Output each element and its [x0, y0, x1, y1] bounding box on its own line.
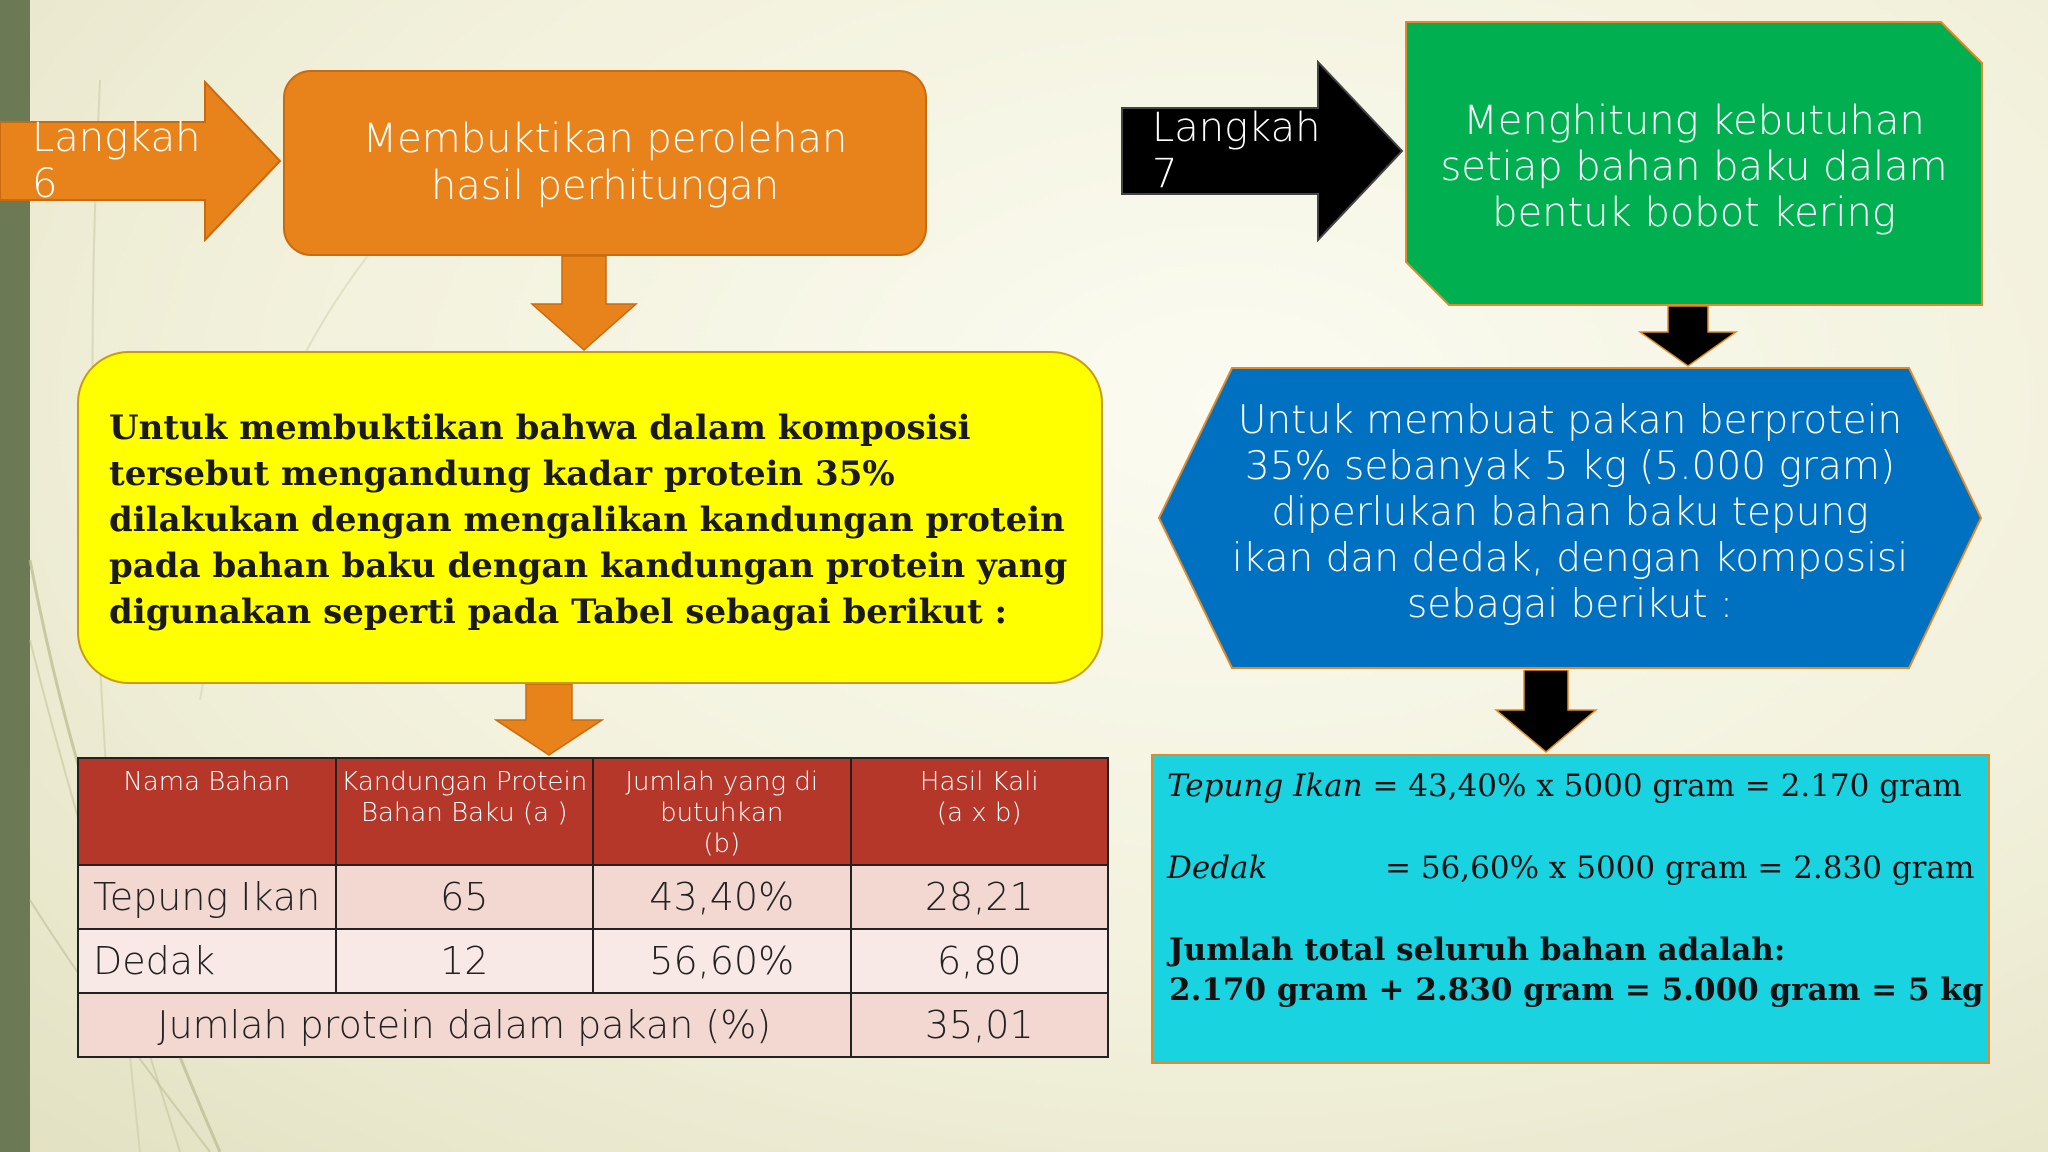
header-jumlah: Jumlah yang di butuhkan (b) — [593, 758, 851, 865]
row-product: 28,21 — [851, 865, 1109, 929]
step6-description: Untuk membuktikan bahwa dalam komposisi tersebut mengandung kadar protein 35% dilakukan dengan mengalikan kandungan protein pada bahan baku dengan kandungan protein yang digunakan seperti pada Tabel sebagai berikut : — [109, 408, 1068, 632]
protein-table — [77, 757, 1109, 1058]
header-kandungan-protein: Kandungan Protein Bahan Baku (a ) — [336, 758, 594, 865]
row-amount: 56,60% — [593, 929, 851, 993]
step7-title: Menghitung kebutuhan setiap bahan baku dalam bentuk bobot kering — [1440, 98, 1948, 236]
step6-description-box — [77, 351, 1103, 684]
step6-label: Langkah 6 — [32, 115, 201, 207]
total-value: 35,01 — [851, 993, 1109, 1057]
row-product: 6,80 — [851, 929, 1109, 993]
tepung-equation — [1167, 768, 1962, 804]
down-arrow-black-2 — [1494, 670, 1598, 754]
step7-calculation-box — [1151, 754, 1990, 1064]
header-nama-bahan: Nama Bahan — [78, 758, 336, 865]
dedak-label: Dedak — [1167, 850, 1268, 886]
row-protein: 12 — [336, 929, 594, 993]
table-header-row — [78, 758, 1108, 865]
tepung-expression: = 43,40% x 5000 gram = 2.170 gram — [1372, 768, 1962, 804]
total-expression: 2.170 gram + 2.830 gram = 5.000 gram = 5 kg — [1169, 972, 1984, 1008]
dedak-equation-label — [1167, 850, 1267, 886]
down-arrow-orange-2 — [494, 684, 604, 756]
row-protein: 65 — [336, 865, 594, 929]
row-name: Tepung Ikan — [78, 865, 336, 929]
table-row — [78, 865, 1108, 929]
dedak-equation — [1385, 850, 1974, 886]
row-amount: 43,40% — [593, 865, 851, 929]
step7-description: Untuk membuat pakan berprotein 35% sebanyak 5 kg (5.000 gram) diperlukan bahan baku tepung ikan dan dedak, dengan komposisi sebagai berikut : — [1231, 398, 1909, 627]
down-arrow-orange-1 — [530, 256, 638, 352]
dedak-expression: = 56,60% x 5000 gram = 2.830 gram — [1385, 850, 1975, 886]
step7-label: Langkah 7 — [1152, 105, 1321, 197]
header-hasil-kali: Hasil Kali (a x b) — [851, 758, 1109, 865]
step6-title: Membuktikan perolehan hasil perhitungan — [362, 116, 848, 209]
down-arrow-black-1 — [1638, 306, 1738, 368]
tepung-label: Tepung Ikan — [1167, 768, 1363, 804]
total-heading: Jumlah total seluruh bahan adalah: — [1169, 932, 1786, 968]
table-total-row — [78, 993, 1108, 1057]
total-label: Jumlah protein dalam pakan (%) — [78, 993, 851, 1057]
row-name: Dedak — [78, 929, 336, 993]
table-row — [78, 929, 1108, 993]
step6-title-box — [283, 70, 927, 256]
